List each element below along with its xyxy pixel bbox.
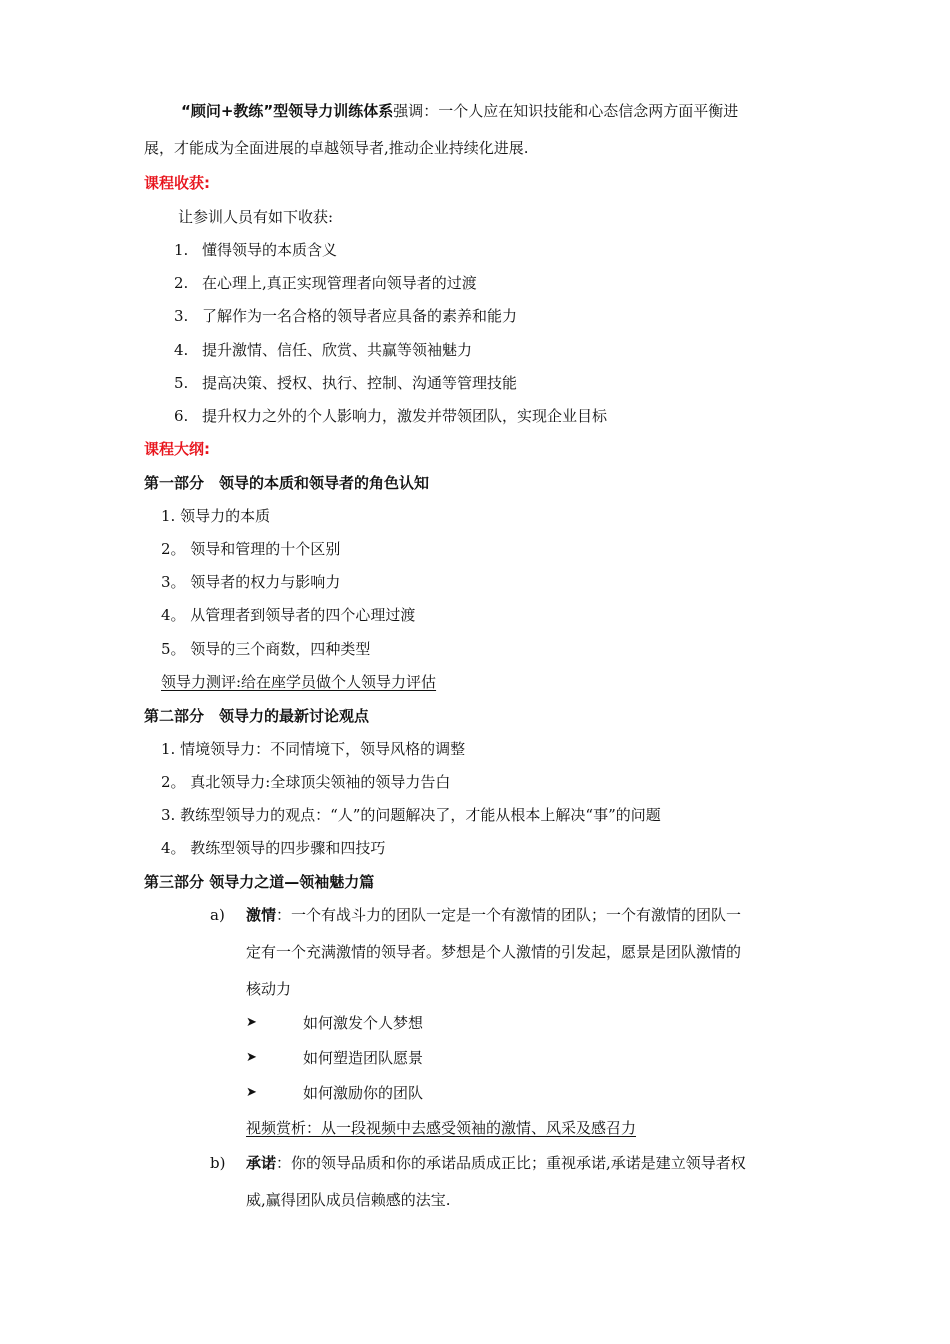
item-b-line-2: 威,赢得团队成员信赖感的法宝. <box>246 1191 451 1209</box>
item-b-text: ：你的领导品质和你的承诺品质成正比；重视承诺,承诺是建立领导者权 <box>276 1154 746 1172</box>
intro-text: 强调：一个人应在知识技能和心态信念两方面平衡进 <box>393 102 739 120</box>
gains-item-number: 5. <box>174 374 189 392</box>
item-a-line-2: 定有一个充满激情的领导者。梦想是个人激情的引发起，愿景是团队激情的 <box>246 943 742 961</box>
part-2-item: 1. 情境领导力：不同情境下，领导风格的调整 <box>161 740 466 758</box>
gains-item <box>174 240 337 260</box>
part-1-item: 3。 领导者的权力与影响力 <box>161 573 341 591</box>
item-b-line-1 <box>246 1153 746 1173</box>
item-a-video-note: 视频赏析：从一段视频中去感受领袖的激情、风采及感召力 <box>246 1119 637 1137</box>
part-1-item: 1. 领导力的本质 <box>161 507 271 525</box>
item-a-bullet: 如何塑造团队愿景 <box>303 1049 424 1067</box>
part-1-title: 第一部分 领导的本质和领导者的角色认知 <box>144 474 430 492</box>
gains-item-text: 提升激情、信任、欣赏、共赢等领袖魅力 <box>202 341 473 359</box>
item-a-line-1 <box>246 905 741 925</box>
item-a-bold: 激情 <box>246 906 277 924</box>
gains-item-text: 懂得领导的本质含义 <box>202 241 338 259</box>
arrowhead-bullet-icon: ➤ <box>246 1015 257 1030</box>
gains-item <box>174 373 517 393</box>
gains-item-text: 了解作为一名合格的领导者应具备的素养和能力 <box>202 307 518 325</box>
item-a-line-3: 核动力 <box>246 980 292 998</box>
gains-heading: 课程收获: <box>144 174 210 192</box>
intro-line-2: 展，才能成为全面进展的卓越领导者,推动企业持续化进展. <box>144 139 529 157</box>
gains-item-text: 在心理上,真正实现管理者向领导者的过渡 <box>202 274 477 292</box>
gains-item-text: 提升权力之外的个人影响力，激发并带领团队，实现企业目标 <box>202 407 608 425</box>
part-1-assessment-note: 领导力测评:给在座学员做个人领导力评估 <box>161 673 437 691</box>
gains-item <box>174 406 607 426</box>
gains-lead: 让参训人员有如下收获: <box>178 208 334 226</box>
part-3-title: 第三部分 领导力之道—领袖魅力篇 <box>144 873 375 891</box>
item-b-marker: b) <box>210 1154 226 1172</box>
intro-bold-title: “顾问+教练”型领导力训练体系 <box>181 102 394 120</box>
intro-line-1 <box>181 101 738 121</box>
part-1-item: 4。 从管理者到领导者的四个心理过渡 <box>161 606 416 624</box>
gains-item-number: 6. <box>174 407 189 425</box>
item-a-marker: a) <box>210 906 225 924</box>
gains-item-number: 2. <box>174 274 189 292</box>
item-b-bold: 承诺 <box>246 1154 277 1172</box>
arrowhead-bullet-icon: ➤ <box>246 1085 257 1100</box>
gains-item-text: 提高决策、授权、执行、控制、沟通等管理技能 <box>202 374 518 392</box>
item-a-bullet: 如何激励你的团队 <box>303 1084 424 1102</box>
part-1-item: 2。 领导和管理的十个区别 <box>161 540 341 558</box>
arrowhead-bullet-icon: ➤ <box>246 1050 257 1065</box>
part-2-item: 4。 教练型领导的四步骤和四技巧 <box>161 839 386 857</box>
part-2-title: 第二部分 领导力的最新讨论观点 <box>144 707 370 725</box>
gains-item-number: 1. <box>174 241 189 259</box>
gains-item-number: 4. <box>174 341 189 359</box>
outline-heading: 课程大纲: <box>144 440 210 458</box>
item-a-bullet: 如何激发个人梦想 <box>303 1014 424 1032</box>
gains-item <box>174 340 472 360</box>
gains-item-number: 3. <box>174 307 189 325</box>
gains-item <box>174 306 517 326</box>
item-a-text: ：一个有战斗力的团队一定是一个有激情的团队；一个有激情的团队一 <box>276 906 742 924</box>
part-1-item: 5。 领导的三个商数，四种类型 <box>161 640 371 658</box>
part-2-item: 2。 真北领导力:全球顶尖领袖的领导力告白 <box>161 773 451 791</box>
part-2-item: 3. 教练型领导力的观点：“人”的问题解决了，才能从根本上解决“事”的问题 <box>161 806 661 824</box>
gains-item <box>174 273 477 293</box>
